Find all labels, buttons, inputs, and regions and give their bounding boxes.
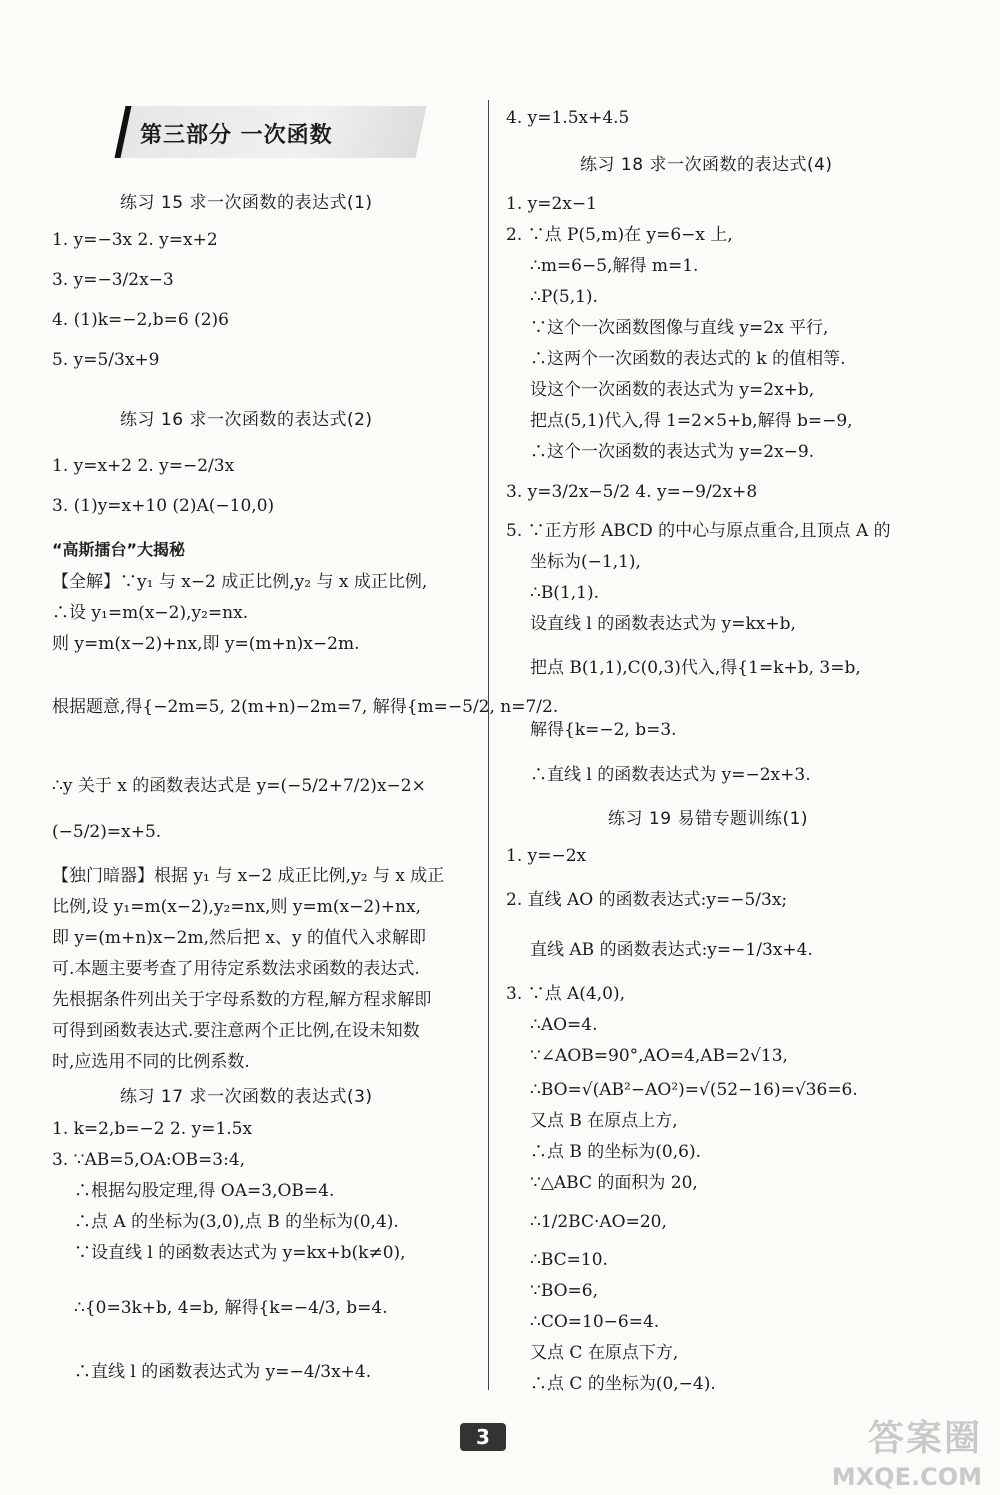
answer-line: ∴BO=√(AB²−AO²)=√(52−16)=√36=6. [530, 1080, 858, 1100]
column-divider [488, 100, 489, 1390]
section-15-title: 练习 15 求一次函数的表达式(1) [120, 193, 373, 213]
answer-line: ∴{0=3k+b, 4=b, 解得{k=−4/3, b=4. [74, 1298, 388, 1318]
section-16-title: 练习 16 求一次函数的表达式(2) [120, 410, 373, 430]
answer-line: (−5/2)=x+5. [52, 822, 162, 842]
answer-line: 设直线 l 的函数表达式为 y=kx+b, [530, 614, 796, 634]
answer-line: 又点 B 在原点上方, [530, 1111, 678, 1131]
answer-line: 1. y=−3x 2. y=x+2 [52, 230, 218, 250]
answer-line: 4. (1)k=−2,b=6 (2)6 [52, 310, 229, 330]
answer-line: 1. k=2,b=−2 2. y=1.5x [52, 1119, 253, 1139]
answer-line: ∴点 C 的坐标为(0,−4). [530, 1374, 716, 1394]
answer-line: 比例,设 y₁=m(x−2),y₂=nx,则 y=m(x−2)+nx, [52, 897, 421, 917]
answer-line: ∴直线 l 的函数表达式为 y=−2x+3. [530, 765, 811, 785]
section-18-title: 练习 18 求一次函数的表达式(4) [580, 155, 833, 175]
answer-line: 又点 C 在原点下方, [530, 1343, 679, 1363]
answer-line: ∴这两个一次函数的表达式的 k 的值相等. [530, 349, 846, 369]
answer-line: 则 y=m(x−2)+nx,即 y=(m+n)x−2m. [52, 634, 360, 654]
answer-line: 设这个一次函数的表达式为 y=2x+b, [530, 380, 815, 400]
answer-line: ∴点 B 的坐标为(0,6). [530, 1142, 702, 1162]
answer-line: 3. ∵点 A(4,0), [506, 984, 626, 1004]
answer-line: ∴这个一次函数的表达式为 y=2x−9. [530, 442, 815, 462]
answer-line: 3. ∵AB=5,OA:OB=3:4, [52, 1150, 246, 1170]
answer-line: 坐标为(−1,1), [530, 552, 641, 572]
answer-line: ∵设直线 l 的函数表达式为 y=kx+b(k≠0), [74, 1243, 406, 1263]
part-banner-title: 第三部分 一次函数 [140, 123, 333, 148]
answer-line: 1. y=−2x [506, 846, 587, 866]
answer-line: ∵这个一次函数图像与直线 y=2x 平行, [530, 318, 829, 338]
section-19-title: 练习 19 易错专题训练(1) [608, 809, 809, 829]
answer-line: ∴根据勾股定理,得 OA=3,OB=4. [74, 1181, 335, 1201]
answer-line: 解得{k=−2, b=3. [530, 720, 677, 740]
answer-line: ∴直线 l 的函数表达式为 y=−4/3x+4. [74, 1362, 372, 1382]
answer-line: 1. y=x+2 2. y=−2/3x [52, 456, 235, 476]
answer-line: ∴CO=10−6=4. [530, 1312, 660, 1332]
answer-line: ∴P(5,1). [530, 287, 598, 307]
answer-line: 【全解】∵y₁ 与 x−2 成正比例,y₂ 与 x 成正比例, [52, 572, 428, 592]
answer-line: 1. y=2x−1 [506, 194, 597, 214]
answer-line: ∴B(1,1). [530, 583, 600, 603]
answer-line: 直线 AB 的函数表达式:y=−1/3x+4. [530, 940, 813, 960]
answer-line: 5. y=5/3x+9 [52, 350, 160, 370]
gaosi-title: “高斯擂台”大揭秘 [52, 540, 186, 559]
answer-line: 【独门暗器】根据 y₁ 与 x−2 成正比例,y₂ 与 x 成正 [52, 866, 445, 886]
answer-line: 时,应选用不同的比例系数. [52, 1052, 250, 1072]
answer-line: 先根据条件列出关于字母系数的方程,解方程求解即 [52, 990, 432, 1010]
section-17-title: 练习 17 求一次函数的表达式(3) [120, 1087, 373, 1107]
answer-line: ∴设 y₁=m(x−2),y₂=nx. [52, 603, 249, 623]
answer-line: 把点 B(1,1),C(0,3)代入,得{1=k+b, 3=b, [530, 658, 861, 678]
answer-line: 把点(5,1)代入,得 1=2×5+b,解得 b=−9, [530, 411, 853, 431]
answer-line: 3. y=3/2x−5/2 4. y=−9/2x+8 [506, 482, 758, 502]
answer-line: 即 y=(m+n)x−2m,然后把 x、y 的值代入求解即 [52, 928, 426, 948]
answer-line: 可得到函数表达式.要注意两个正比例,在设未知数 [52, 1021, 420, 1041]
answer-line: ∵△ABC 的面积为 20, [530, 1173, 698, 1193]
answer-line: 可.本题主要考查了用待定系数法求函数的表达式. [52, 959, 420, 979]
answer-line: ∴1/2BC·AO=20, [530, 1212, 667, 1232]
answer-line: ∴m=6−5,解得 m=1. [530, 256, 699, 276]
watermark-url: MXQE.COM [831, 1463, 982, 1491]
answer-line: 3. (1)y=x+10 (2)A(−10,0) [52, 496, 275, 516]
answer-line: 3. y=−3/2x−3 [52, 270, 174, 290]
answer-line: ∵∠AOB=90°,AO=4,AB=2√13, [530, 1046, 788, 1066]
page-number: 3 [460, 1423, 506, 1451]
watermark [832, 1410, 982, 1491]
answer-line: 根据题意,得{−2m=5, 2(m+n)−2m=7, 解得{m=−5/2, n=7/2. [52, 697, 559, 717]
answer-line: ∴BC=10. [530, 1250, 608, 1270]
watermark-logo-text: 答案圈 [867, 1418, 982, 1459]
answer-line: ∵BO=6, [530, 1281, 599, 1301]
answer-line: 4. y=1.5x+4.5 [506, 108, 630, 128]
answer-line: 2. ∵点 P(5,m)在 y=6−x 上, [506, 225, 733, 245]
answer-line: ∴AO=4. [530, 1015, 598, 1035]
answer-line: ∴y 关于 x 的函数表达式是 y=(−5/2+7/2)x−2× [52, 776, 426, 796]
answer-line: 5. ∵正方形 ABCD 的中心与原点重合,且顶点 A 的 [506, 521, 891, 541]
answer-line: ∴点 A 的坐标为(3,0),点 B 的坐标为(0,4). [74, 1212, 399, 1232]
answer-line: 2. 直线 AO 的函数表达式:y=−5/3x; [506, 890, 788, 910]
